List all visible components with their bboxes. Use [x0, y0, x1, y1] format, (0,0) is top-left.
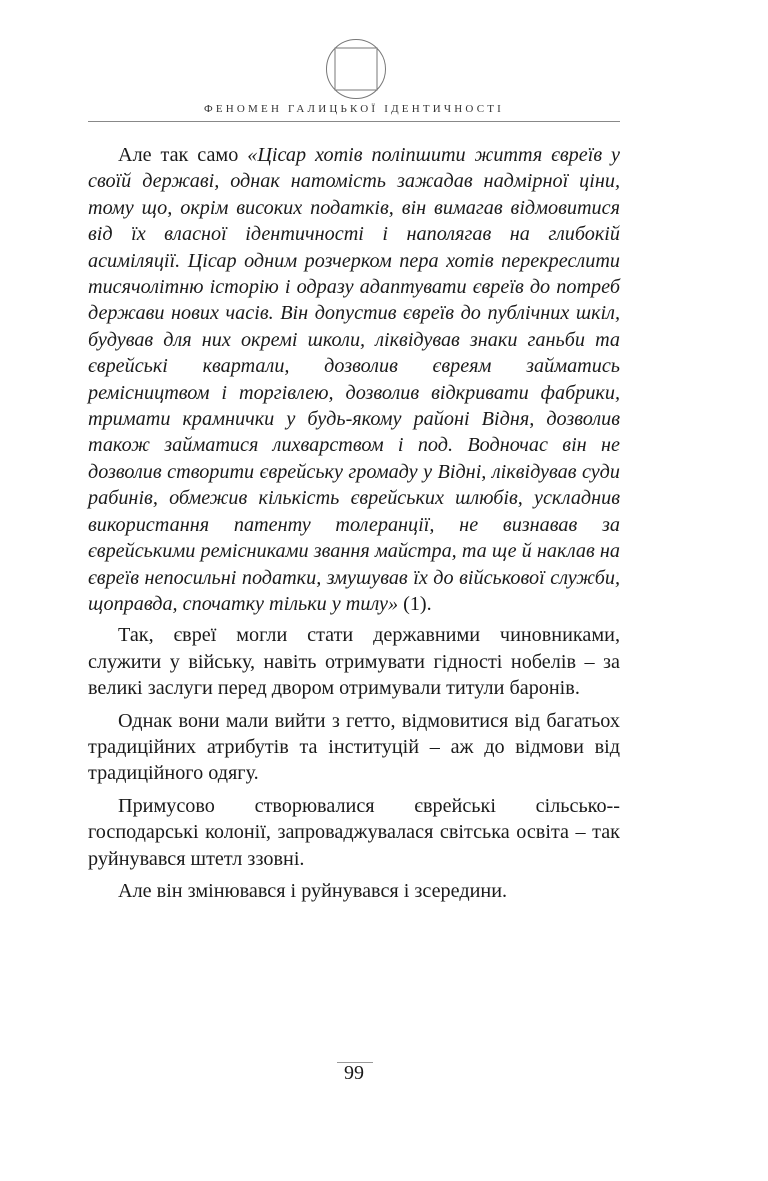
paragraph-3: Однак вони мали вийти з гетто, відмовитися від багатьох традиційних атрибутів та інституцій – аж до відмови від традиційного одягу.: [88, 709, 620, 785]
paragraph-quote: [88, 142, 620, 617]
italic-quotation: «Цісар хотів поліпшити життя євреїв у своїй державі, однак натомість зажадав надмірної ціни, тому що, окрім високих податків, він вимагав відмовитися від їх власної ідентичності і наполягав на глибокій асиміляції. Цісар одним розчерком пера хотів перекреслити тисячолітню історію і одразу адаптувати євреїв до потреб держави нових часів. Він допустив євреїв до публічних шкіл, будував для них окремі школи, ліквідував знаки ганьби та єврейські квартали, дозволив євреям займатись ремісництвом і торгівлею, дозволив відкривати фабрики, тримати крамнички у будь-якому районі Відня, дозволив також займатися лихварством і под. Водночас він не дозволив створити єврейську громаду у Відні, ліквідував суди рабинів, обмежив кількість єврейських шлюбів, ускладнив використання патенту толеранції, не визнавав за єврейськими ремісниками звання майстра, та ще й наклав на євреїв непосильні податки, змушував їх до військової служби, щоправда, спочатку тільки у тилу»: [88, 144, 620, 615]
paragraph-4: Примусово створювалися єврейські сільсько--господарські колонії, запроваджувалася світська освіта – так руйнувався штетл ззовні.: [88, 794, 620, 870]
circle-square-emblem-icon: [325, 38, 387, 100]
page-body: [88, 142, 620, 910]
citation-reference: (1).: [398, 592, 432, 615]
page-number: 99: [344, 1062, 364, 1084]
paragraph-5: Але він змінювався і руйнувався і зсередини.: [118, 879, 508, 902]
running-header-title: ФЕНОМЕН ГАЛИЦЬКОЇ ІДЕНТИЧНОСТІ: [203, 103, 505, 115]
paragraph-lead-text: Але так само: [118, 144, 248, 166]
paragraph-2: Так, євреї могли стати державними чиновниками, служити у війську, навіть отримувати гідності нобелів – за великі заслуги перед двором отримували титули баронів.: [88, 624, 620, 700]
header-divider: [88, 121, 620, 122]
